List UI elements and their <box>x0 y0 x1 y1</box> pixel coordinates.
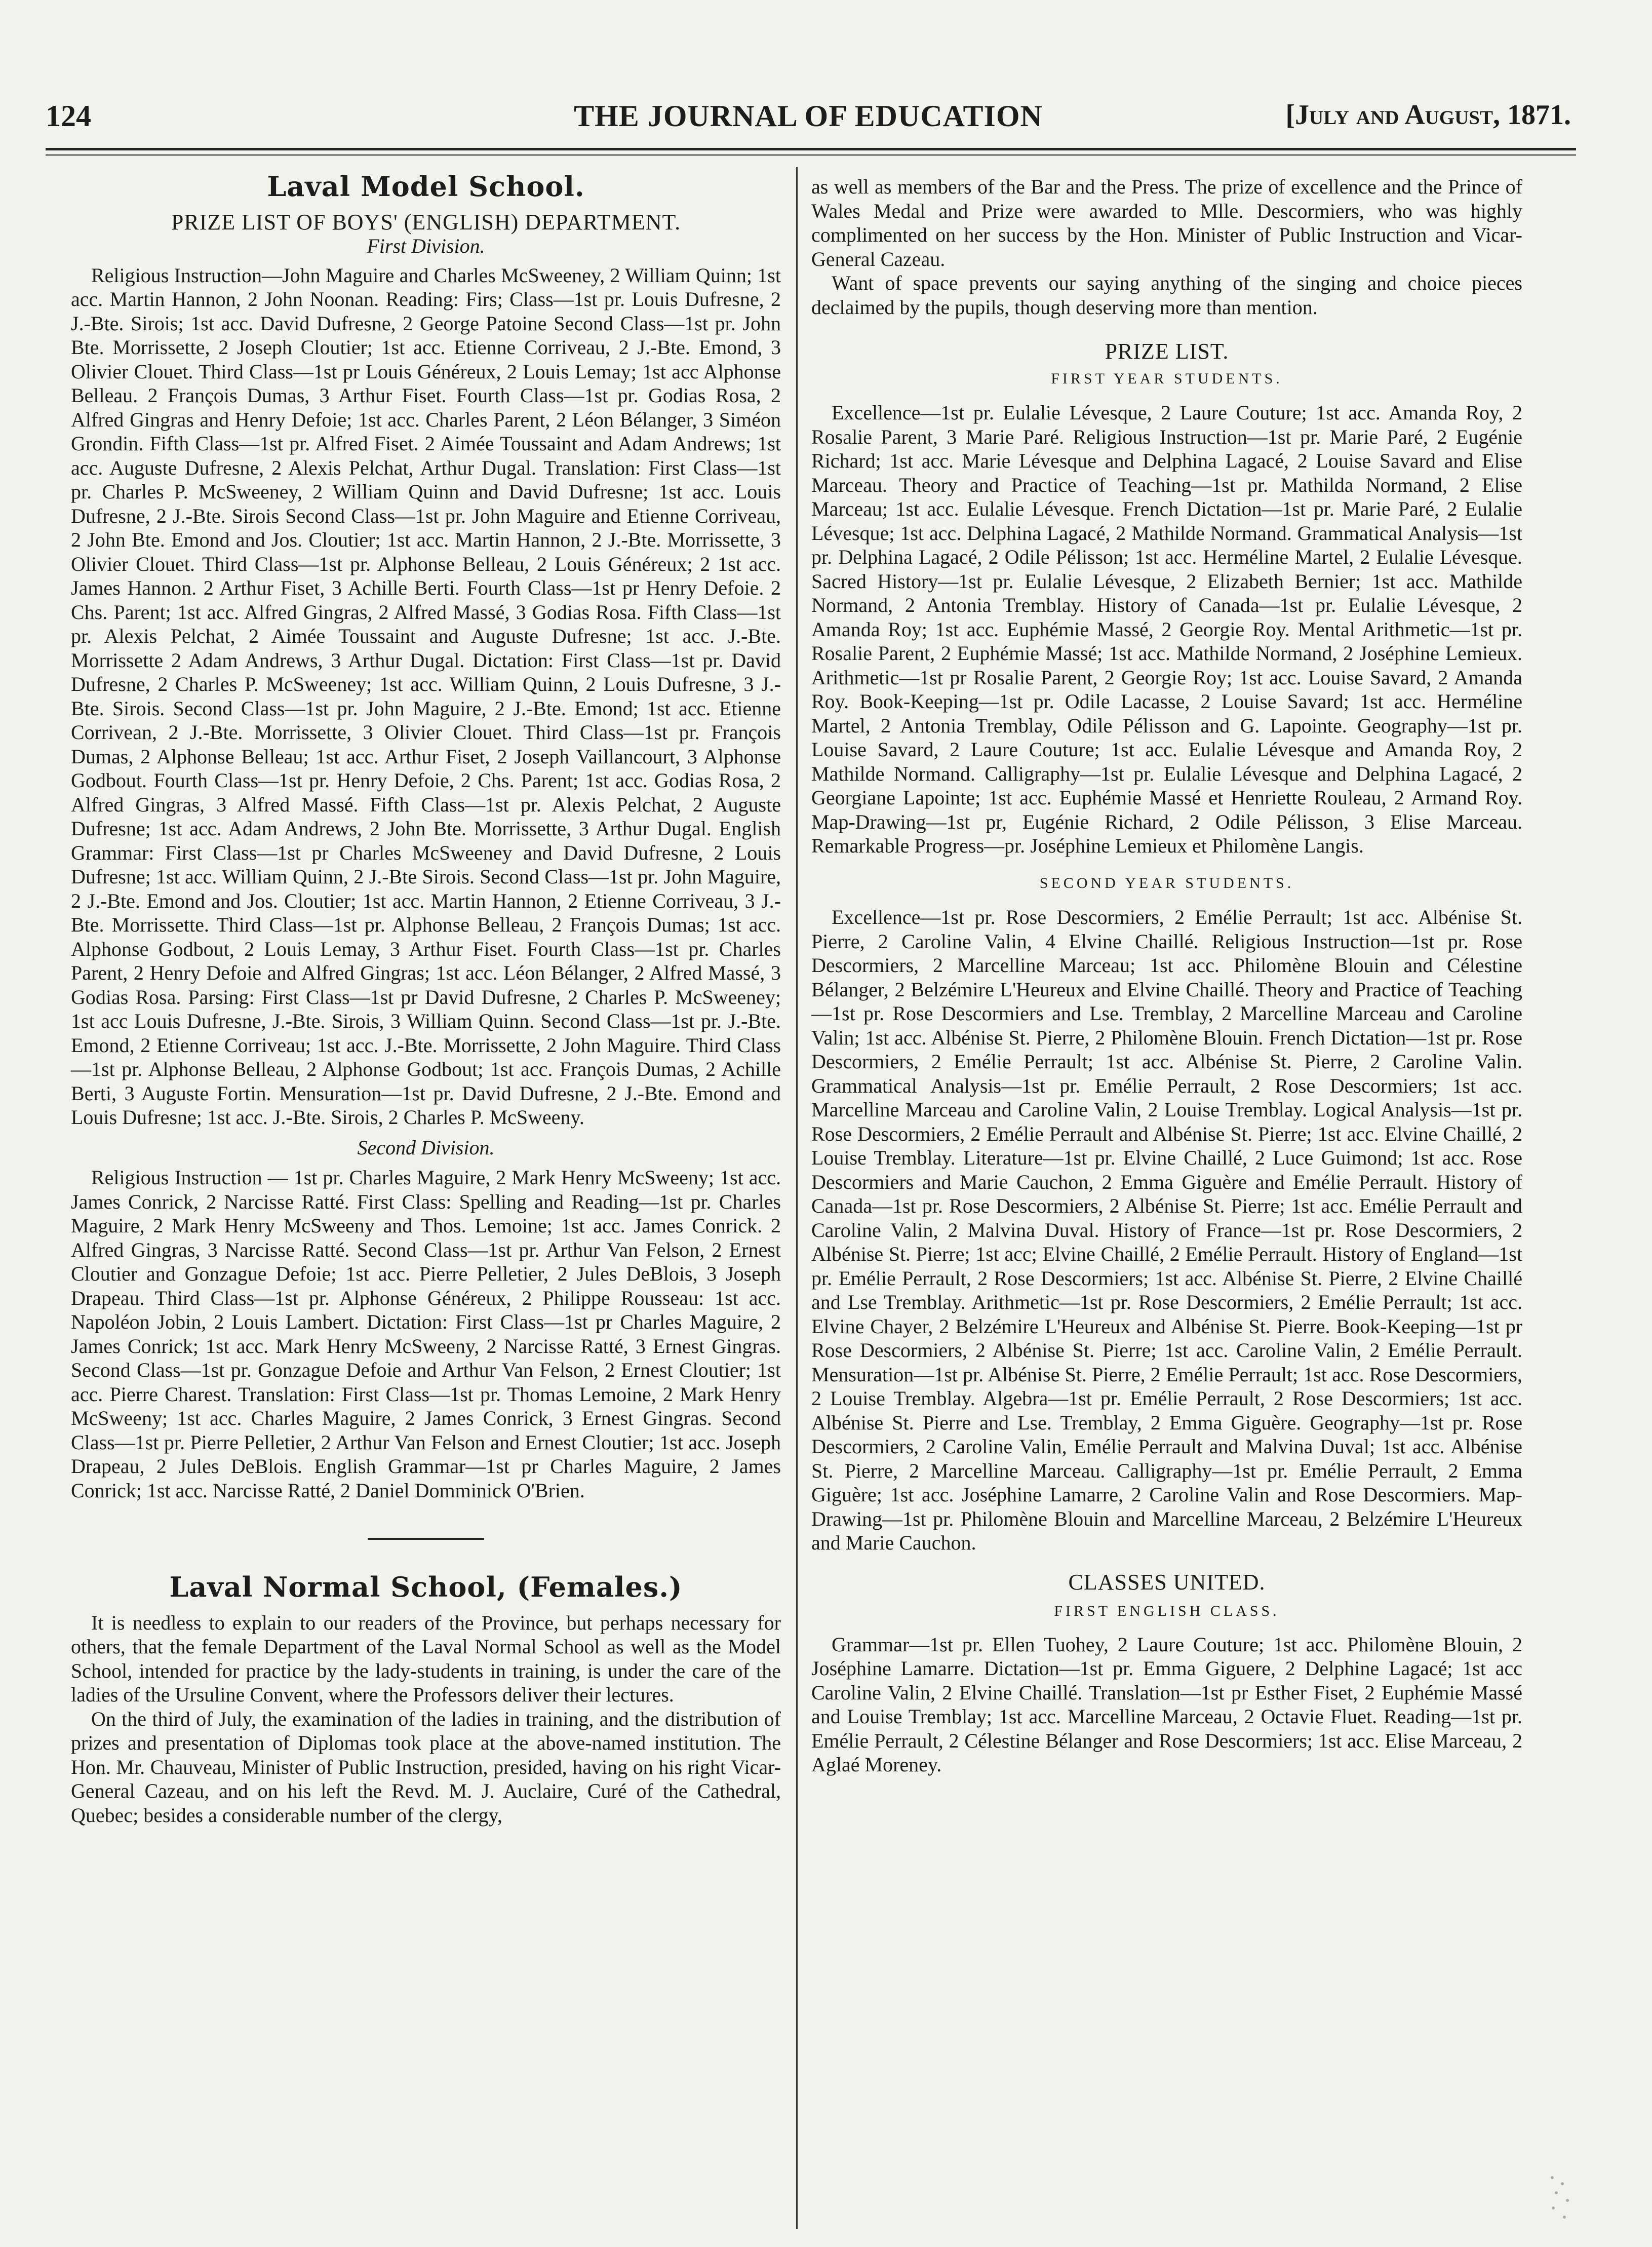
model-school-title: Laval Model School. <box>267 170 585 203</box>
first-division-label: First Division. <box>367 235 485 257</box>
second-year-label: SECOND YEAR STUDENTS. <box>1039 874 1294 892</box>
header-rule-thin <box>46 154 1576 156</box>
left-column <box>71 170 781 1827</box>
classes-united-title: CLASSES UNITED. <box>1068 1569 1266 1595</box>
running-header <box>46 99 1571 144</box>
first-year-prizes: Excellence—1st pr. Eulalie Lévesque, 2 Laure Couture; 1st acc. Amanda Roy, 2 Rosalie Parent, 3 Marie Paré. Religious Instruction—1st pr. Marie Paré, 2 Eugénie Richard; 1st acc. Marie Lévesque and Delphina Lagacé, 2 Louise Savard and Elise Marceau. Theory and Practice of Teaching—1st pr. Mathilda Normand, 2 Elise Marceau; 1st acc. Eulalie Lévesque. French Dictation—1st pr. Marie Paré, 2 Eulalie Lévesque; 1st acc. Delphina Lagacé, 2 Mathilde Normand. Grammatical Analysis—1st pr. Delphina Lagacé, 2 Odile Pélisson; 1st acc. Herméline Martel, 2 Eulalie Lévesque. Sacred History—1st pr. Eulalie Lévesque, 2 Elizabeth Bernier; 1st acc. Mathilde Normand, 2 Antonia Tremblay. History of Canada—1st pr. Eulalie Lévesque, 2 Amanda Roy; 1st acc. Euphémie Massé, 2 Georgie Roy. Mental Arithmetic—1st pr. Rosalie Parent, 2 Euphémie Massé; 1st acc. Mathilde Normand, 2 Joséphine Lemieux. Arithmetic—1st pr Rosalie Parent, 2 Georgie Roy; 1st acc. Louise Savard, 2 Amanda Roy. Book-Keeping—1st pr. Odile Lacasse, 2 Louise Savard; 1st acc. Herméline Martel, 2 Antonia Tremblay, Odile Pélisson and G. Lapointe. Geography—1st pr. Louise Savard, 2 Laure Couture; 1st acc. Eulalie Lévesque and Amanda Roy, 2 Mathilde Normand. Calligraphy—1st pr. Eulalie Lévesque and Delphina Lagacé, 2 Georgiane Lapointe; 1st acc. Euphémie Massé et Henriette Rouleau, 2 Armand Roy. Map-Drawing—1st pr, Eugénie Richard, 2 Odile Pélisson, 3 Elise Marceau. Remarkable Progress—pr. Joséphine Lemieux et Philomène Langis. <box>811 401 1522 857</box>
second-year-prizes: Excellence—1st pr. Rose Descormiers, 2 Emélie Perrault; 1st acc. Albénise St. Pierre, 2 Caroline Valin, 4 Elvine Chaillé. Religious Instruction—1st pr. Rose Descormiers, 2 Marcelline Marceau; 1st acc. Philomène Blouin and Célestine Bélanger, 2 Belzémire L'Heureux and Elvine Chaillé. Theory and Practice of Teaching—1st pr. Rose Descormiers and Lse. Tremblay, 2 Marcelline Marceau and Caroline Valin; 1st acc. Albénise St. Pierre, 2 Philomène Blouin. French Dictation—1st pr. Rose Descormiers, 2 Emélie Perrault; 1st acc. Albénise St. Pierre, 2 Caroline Valin. Grammatical Analysis—1st pr. Emélie Perrault, 2 Rose Descormiers; 1st acc. Marcelline Marceau and Caroline Valin, 2 Louise Tremblay. Logical Analysis—1st pr. Rose Descormiers, 2 Emélie Perrault and Albénise St. Pierre; 1st acc. Elvine Chaillé, 2 Louise Tremblay. Literature—1st pr. Elvine Chaillé, 2 Luce Guimond; 1st acc. Rose Descormiers and Marie Cauchon, 2 Emma Giguère and Emélie Perrault. History of Canada—1st pr. Rose Descormiers, 2 Albénise St. Pierre; 1st acc. Emélie Perrault and Caroline Valin, 2 Malvina Duval. History of France—1st pr. Rose Descormiers, 2 Albénise St. Pierre; 1st acc; Elvine Chaillé, 2 Emélie Perrault. History of England—1st pr. Emélie Perrault, 2 Rose Descormiers; 1st acc. Albénise St. Pierre, 2 Elvine Chaillé and Lse Tremblay. Arithmetic—1st pr. Rose Descormiers, 2 Emélie Perrault; 1st acc. Elvine Chayer, 2 Belzémire L'Heureux and Albénise St. Pierre. Book-Keeping—1st pr Rose Descormiers, 2 Albénise St. Pierre; 1st acc. Caroline Valin, 2 Emélie Perrault. Mensuration—1st pr. Albénise St. Pierre, 2 Emélie Perrault; 1st acc. Rose Descormiers, 2 Louise Tremblay. Algebra—1st pr. Emélie Perrault, 2 Rose Descormiers; 1st acc. Albénise St. Pierre and Lse. Tremblay, 2 Emma Giguère. Geography—1st pr. Rose Descormiers, 2 Caroline Valin, Emélie Perrault and Malvina Duval; 1st acc. Albénise St. Pierre, 2 Marcelline Marceau. Calligraphy—1st pr. Emélie Perrault, 2 Emma Giguère; 1st acc. Joséphine Lamarre, 2 Caroline Valin and Rose Descormiers. Map-Drawing—1st pr. Philomène Blouin and Marcelline Marceau, 2 Belzémire L'Heureux and Marie Cauchon. <box>811 906 1522 1554</box>
first-division-prizes: Religious Instruction—John Maguire and Charles McSweeney, 2 William Quinn; 1st acc. Martin Hannon, 2 John Noonan. Reading: Firs; Class—1st pr. Louis Dufresne, 2 J.-Bte. Sirois; 1st acc. David Dufresne, 2 George Patoine Second Class—1st pr. John Bte. Morrissette, 2 Joseph Cloutier; 1st acc. Etienne Corriveau, 2 J.-Bte. Emond, 3 Olivier Clouet. Third Class—1st pr Louis Généreux, 2 Louis Lemay; 1st acc Alphonse Belleau. 2 François Dumas, 3 Arthur Fiset. Fourth Class—1st pr. Godias Rosa, 2 Alfred Gingras and Henry Defoie; 1st acc. Charles Parent, 2 Léon Bélanger, 3 Siméon Grondin. Fifth Class—1st pr. Alfred Fiset. 2 Aimée Toussaint and Adam Andrews; 1st acc. Auguste Dufresne, 2 Alexis Pelchat, Arthur Dugal. Translation: First Class—1st pr. Charles P. McSweeney, 2 William Quinn and David Dufresne; 1st acc. Louis Dufresne, 2 J.-Bte. Sirois Second Class—1st pr. John Maguire and Etienne Corriveau, 2 John Bte. Emond and Jos. Cloutier; 1st acc. Martin Hannon, 2 J.-Bte. Morrissette, 3 Olivier Clouet. Third Class—1st pr. Alphonse Belleau, 2 Louis Généreux; 2 1st acc. James Hannon. 2 Arthur Fiset, 3 Achille Berti. Fourth Class—1st pr Henry Defoie. 2 Chs. Parent; 1st acc. Alfred Gingras, 2 Alfred Massé, 3 Godias Rosa. Fifth Class—1st pr. Alexis Pelchat, 2 Aimée Toussaint and Auguste Dufresne; 1st acc. J.-Bte. Morrissette 2 Adam Andrews, 3 Arthur Dugal. Dictation: First Class—1st pr. David Dufresne, 2 Charles P. McSweeney; 1st acc. William Quinn, 2 Louis Dufresne, 3 J.-Bte. Sirois. Second Class—1st pr. John Maguire, 2 J.-Bte. Emond; 1st acc. Etienne Corrivean, 2 J.-Bte. Morrissette, 3 Olivier Clouet. Third Class—1st pr. François Dumas, 2 Alphonse Belleau; 1st acc. Arthur Fiset, 2 Joseph Vaillancourt, 3 Alphonse Godbout. Fourth Class—1st pr. Henry Defoie, 2 Chs. Parent; 1st acc. Godias Rosa, 2 Alfred Gingras, 3 Alfred Massé. Fifth Class—1st pr. Alexis Pelchat, 2 Auguste Dufresne; 1st acc. Adam Andrews, 2 John Bte. Morrissette, 3 Arthur Dugal. English Grammar: First Class—1st pr Charles McSweeney and David Dufresne, 2 Louis Dufresne; 1st acc. William Quinn, 2 J.-Bte Sirois. Second Class—1st pr. John Maguire, 2 J.-Bte. Emond and Jos. Cloutier; 1st acc. Martin Hannon, 2 Etienne Corriveau, 3 J.-Bte. Morrissette. Third Class—1st pr. Alphonse Belleau, 2 François Dumas; 1st acc. Alphonse Godbout, 2 Louis Lemay, 3 Arthur Fiset. Fourth Class—1st pr. Charles Parent, 2 Henry Defoie and Alfred Gingras; 1st acc. Léon Bélanger, 2 Alfred Massé, 3 Godias Rosa. Parsing: First Class—1st pr David Dufresne, 2 Charles P. McSweeney; 1st acc Louis Dufresne, J.-Bte. Sirois, 3 William Quinn. Second Class—1st pr. J.-Bte. Emond, 2 Etienne Corriveau; 1st acc. J.-Bte. Morrissette, 2 John Maguire. Third Class—1st pr. Alphonse Belleau, 2 Alphonse Godbout; 1st acc. François Dumas, 2 Achille Berti, 3 Auguste Fortin. Mensuration—1st pr. David Dufresne, 2 J.-Bte. Emond and Louis Dufresne; 1st acc. J.-Bte. Sirois, 2 Charles P. McSweeny. <box>71 263 781 1129</box>
article-continuation: as well as members of the Bar and the Press. The prize of excellence and the Prince of Wales Medal and Prize were awarded to Mlle. Descormiers, who was highly complimented on her success by the Hon. Minister of Public Instruction and Vicar-General Cazeau. <box>811 175 1522 270</box>
normal-school-examination: On the third of July, the examination of the ladies in training, and the distribution of prizes and presentation of Diplomas took place at the above-named institution. The Hon. Mr. Chauveau, Minister of Public Instruction, presided, having on his right Vicar-General Cazeau, and on his left the Revd. M. J. Auclaire, Curé of the Cathedral, Quebec; besides a considerable number of the clergy, <box>71 1707 781 1827</box>
column-divider <box>796 167 798 2229</box>
header-rule <box>46 148 1576 150</box>
second-division-label: Second Division. <box>357 1136 495 1159</box>
model-school-subtitle: PRIZE LIST OF BOYS' (ENGLISH) DEPARTMENT. <box>171 209 681 235</box>
prize-list-title: PRIZE LIST. <box>1105 339 1229 364</box>
print-speckle-mark <box>1546 2171 1576 2227</box>
second-division-prizes: Religious Instruction — 1st pr. Charles Maguire, 2 Mark Henry McSweeny; 1st acc. James Conrick, 2 Narcisse Ratté. First Class: Spelling and Reading—1st pr. Charles Maguire, 2 Mark Henry McSweeny and Thos. Lemoine; 1st acc. James Conrick. 2 Alfred Gingras, 3 Narcisse Ratté. Second Class—1st pr. Arthur Van Felson, 2 Ernest Cloutier and Gonzague Defoie; 1st acc. Pierre Pelletier, 2 Jules DeBlois, 3 Joseph Drapeau. Third Class—1st pr. Alphonse Généreux, 2 Philippe Rousseau: 1st acc. Napoléon Jobin, 2 Louis Lambert. Dictation: First Class—1st pr Charles Maguire, 2 James Conrick; 1st acc. Mark Henry McSweeny, 2 Narcisse Ratté, 3 Ernest Gingras. Second Class—1st pr. Gonzague Defoie and Arthur Van Felson, 2 Ernest Cloutier; 1st acc. Pierre Charest. Translation: First Class—1st pr. Thomas Lemoine, 2 Mark Henry McSweeny; 1st acc. Charles Maguire, 2 James Conrick, 3 Ernest Gingras. Second Class—1st pr. Pierre Pelletier, 2 Arthur Van Felson and Ernest Cloutier; 1st acc. Joseph Drapeau, 2 Jules DeBlois. English Grammar—1st pr Charles Maguire, 2 James Conrick; 1st acc. Narcisse Ratté, 2 Daniel Domminick O'Brien. <box>71 1166 781 1502</box>
page-number: 124 <box>46 99 91 133</box>
journal-title: THE JOURNAL OF EDUCATION <box>574 99 1043 133</box>
want-of-space-note: Want of space prevents our saying anything of the singing and choice pieces declaimed by the pupils, though deserving more than mention. <box>811 272 1522 319</box>
issue-date: [July and August, 1871. <box>1285 99 1571 131</box>
first-english-class-prizes: Grammar—1st pr. Ellen Tuohey, 2 Laure Couture; 1st acc. Philomène Blouin, 2 Joséphine Lamarre. Dictation—1st pr. Emma Giguere, 2 Delphine Lagacé; 1st acc Caroline Valin, 2 Elvine Chaillé. Translation—1st pr Esther Fiset, 2 Euphémie Massé and Louise Tremblay; 1st acc. Marcelline Marceau, 2 Octavie Fluet. Reading—1st pr. Emélie Perrault, 2 Célestine Bélanger and Rose Descormiers; 1st acc. Elise Marceau, 2 Aglaé Moreney. <box>811 1633 1522 1776</box>
first-english-class-label: FIRST ENGLISH CLASS. <box>1054 1603 1280 1619</box>
right-column <box>811 175 1522 1777</box>
first-year-label: FIRST YEAR STUDENTS. <box>1051 370 1283 387</box>
normal-school-intro: It is needless to explain to our readers of the Province, but perhaps necessary for others, that the female Department of the Laval Normal School as well as the Model School, intended for practice by the lady-students in training, is under the care of the ladies of the Ursuline Convent, where the Professors deliver their lectures. <box>71 1611 781 1706</box>
normal-school-title: Laval Normal School, (Females.) <box>169 1571 683 1603</box>
